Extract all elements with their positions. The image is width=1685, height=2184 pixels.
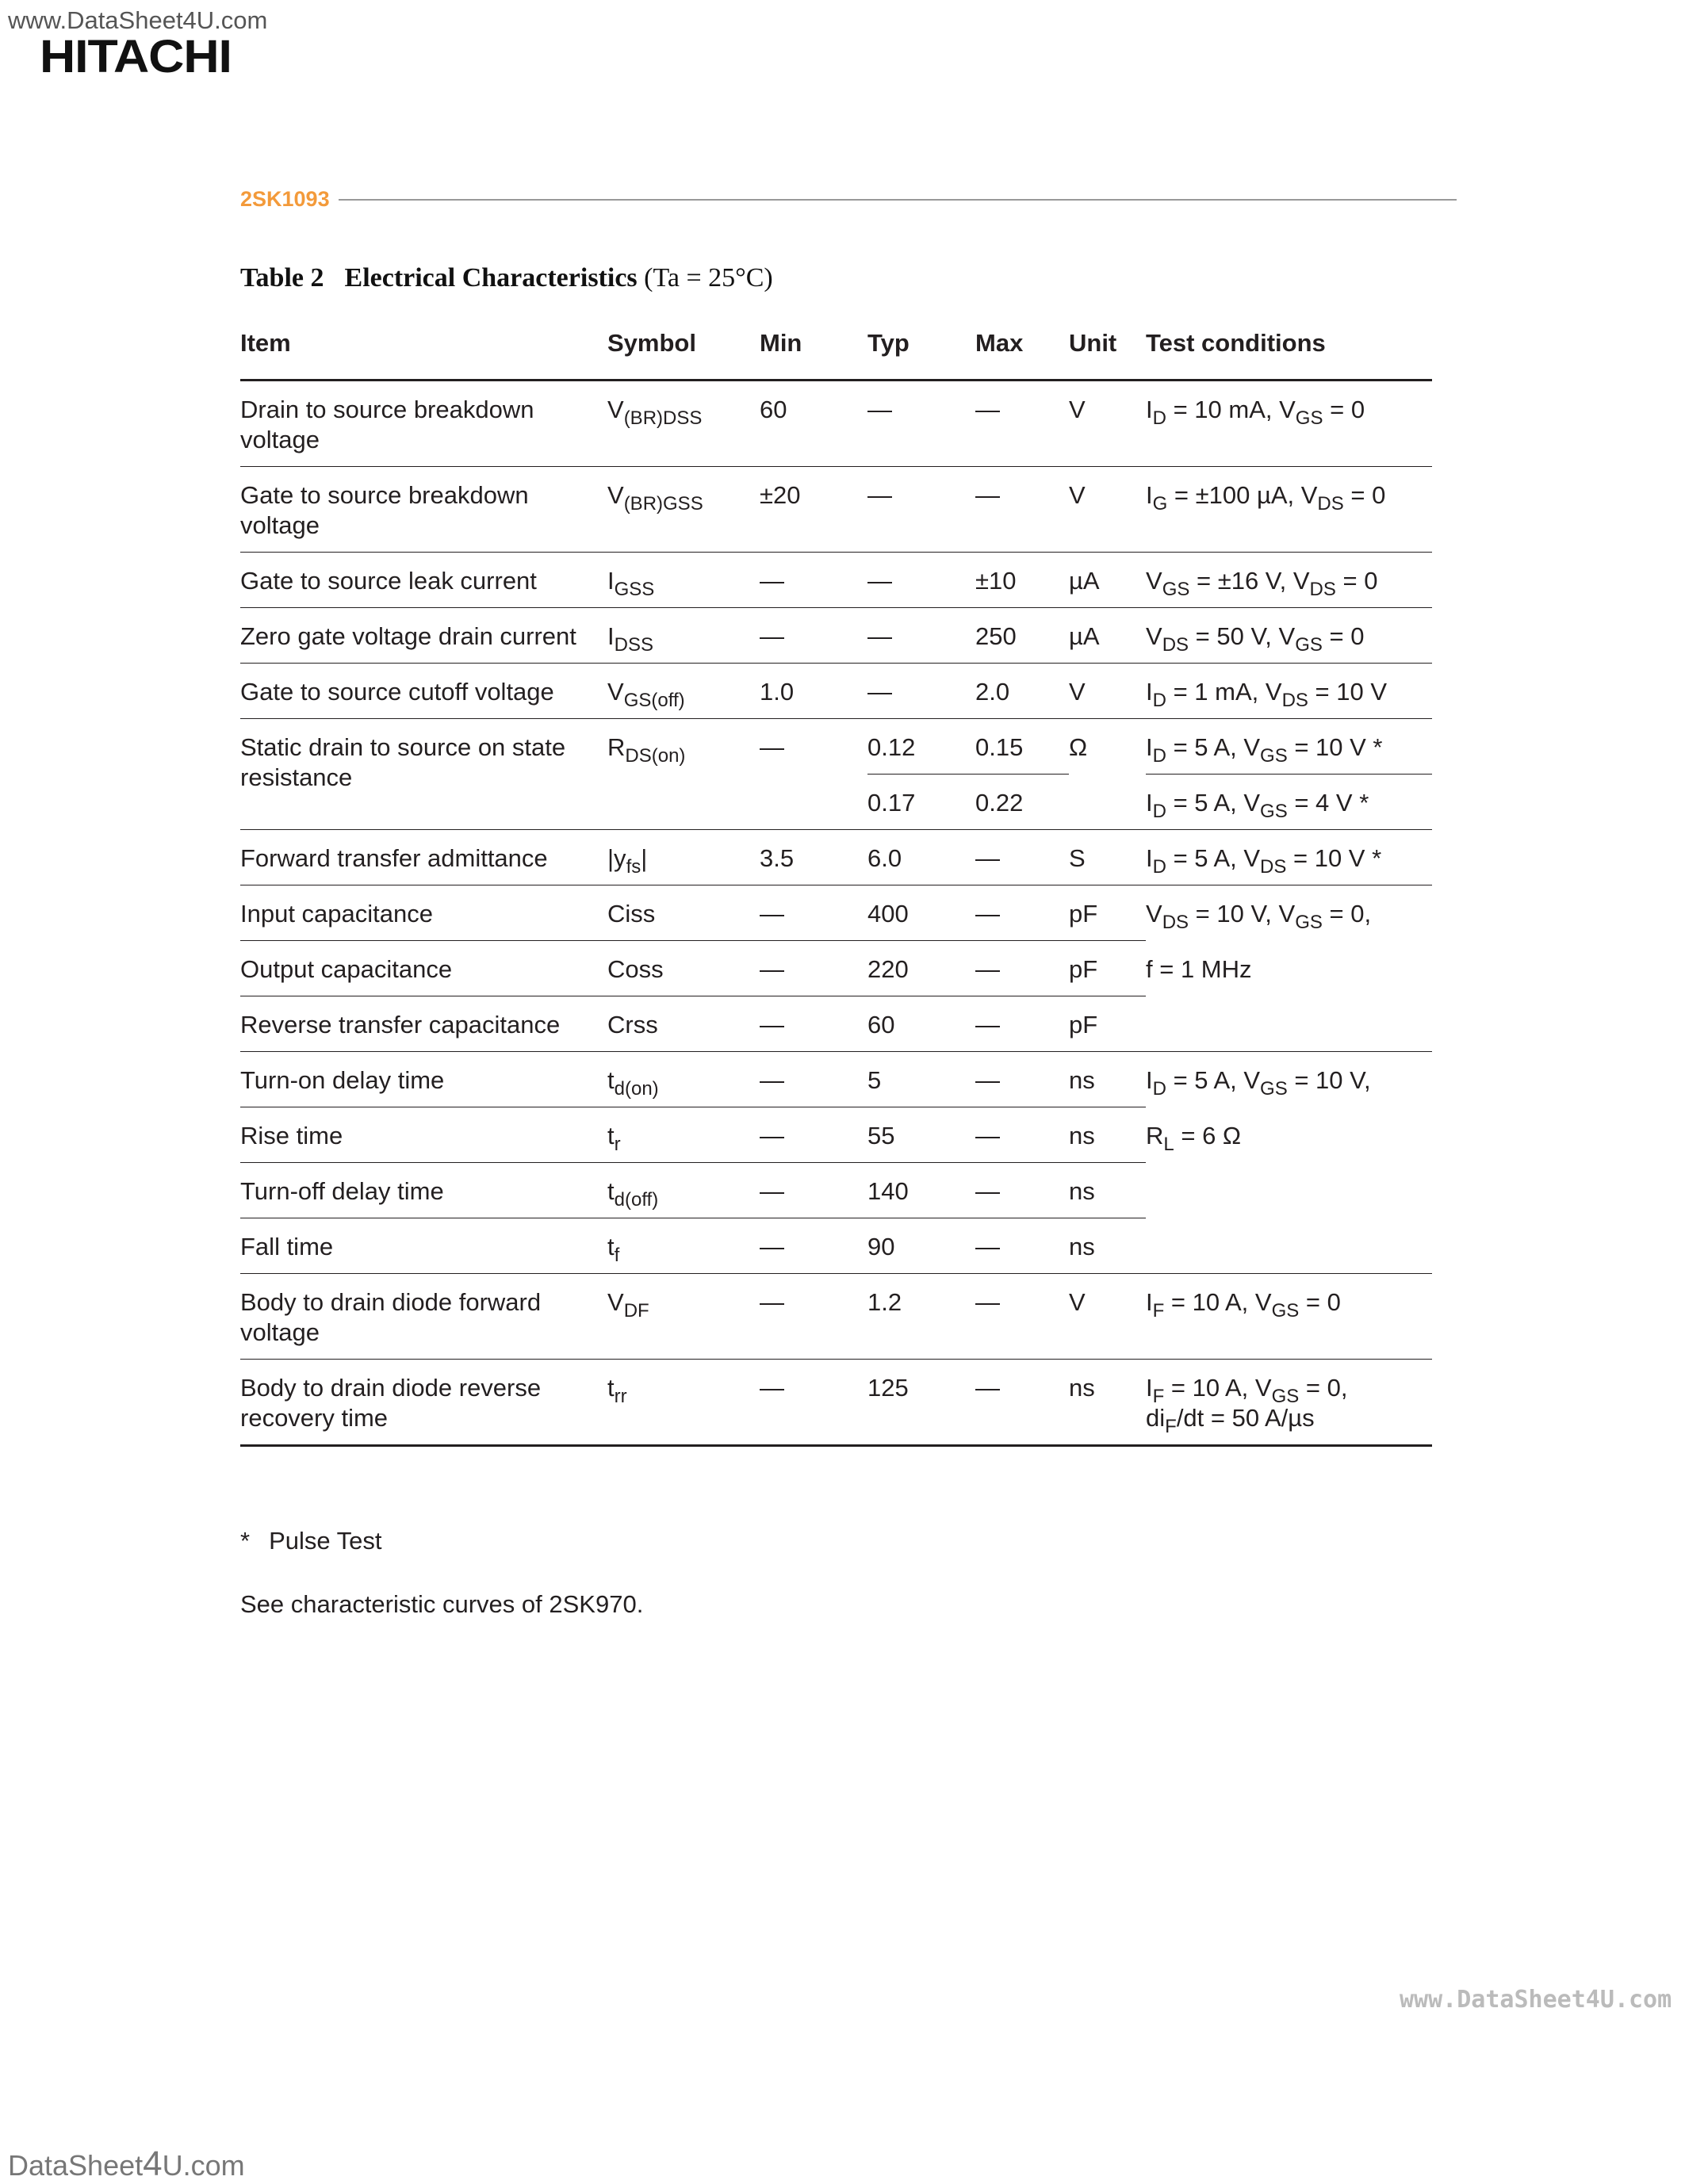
cell-conditions: $I_D = 5$ A, $V_{GS} = 10$ V, xyxy=(1146,1066,1371,1100)
cell-item: Fall time xyxy=(240,1218,607,1274)
cell-conditions xyxy=(1146,996,1432,1052)
table-row xyxy=(240,1107,1432,1163)
header-min: Min xyxy=(760,317,867,381)
cell-unit: V xyxy=(1069,664,1146,719)
cell-item: Input capacitance xyxy=(240,885,607,941)
cell-item: Output capacitance xyxy=(240,941,607,996)
cell-unit: V xyxy=(1069,381,1146,467)
table-row xyxy=(240,1274,1432,1360)
table-row xyxy=(240,885,1432,941)
table-row xyxy=(240,719,1432,775)
cell-typ: — xyxy=(867,381,975,467)
cell-max: — xyxy=(975,1163,1069,1218)
cell-symbol: $I_{DSS}$ xyxy=(607,608,760,664)
header-rule xyxy=(339,199,1457,201)
cell-unit: pF xyxy=(1069,941,1146,996)
cell-conditions: $I_D = 1$ mA, $V_{DS} = 10$ V xyxy=(1146,664,1432,719)
table-row xyxy=(240,381,1432,467)
cell-max: — xyxy=(975,1274,1069,1360)
cell-symbol: $I_{GSS}$ xyxy=(607,553,760,608)
table-row xyxy=(240,830,1432,885)
cell-unit: V xyxy=(1069,467,1146,553)
cell-unit: ns xyxy=(1069,1107,1146,1163)
cell-unit: pF xyxy=(1069,885,1146,941)
table-row xyxy=(240,467,1432,553)
table-row xyxy=(240,608,1432,664)
cell-typ: 220 xyxy=(867,941,975,996)
cell-min: — xyxy=(760,885,867,941)
cell-item: Turn-on delay time xyxy=(240,1052,607,1107)
cell-min: — xyxy=(760,941,867,996)
cell-min: — xyxy=(760,1274,867,1360)
cell-conditions: $V_{DS} = 10$ V, $V_{GS} = 0$, xyxy=(1146,900,1372,933)
table-row xyxy=(240,996,1432,1052)
cell-min: 1.0 xyxy=(760,664,867,719)
header-max: Max xyxy=(975,317,1069,381)
cell-max: ±10 xyxy=(975,553,1069,608)
cell-symbol: $t_{rr}$ xyxy=(607,1360,760,1446)
cell-min: — xyxy=(760,1163,867,1218)
cell-min: — xyxy=(760,719,867,830)
cell-item: Gate to source leak current xyxy=(240,553,607,608)
cell-item: Gate to source cutoff voltage xyxy=(240,664,607,719)
cell-typ: — xyxy=(867,608,975,664)
cell-unit: µA xyxy=(1069,608,1146,664)
table-row xyxy=(240,664,1432,719)
cell-symbol: $t_r$ xyxy=(607,1107,760,1163)
header-unit: Unit xyxy=(1069,317,1146,381)
part-number-header: 2SK1093 xyxy=(240,187,330,211)
cell-min: — xyxy=(760,1360,867,1446)
cell-max: — xyxy=(975,885,1069,941)
cell-min: 3.5 xyxy=(760,830,867,885)
cell-symbol: Ciss xyxy=(607,885,760,941)
cell-min: 60 xyxy=(760,381,867,467)
cell-conditions: $V_{DS} = 50$ V, $V_{GS} = 0$ xyxy=(1146,608,1432,664)
cell-typ: 0.12 xyxy=(867,719,975,775)
table-row xyxy=(240,941,1432,996)
footnote-text: Pulse Test xyxy=(269,1527,382,1555)
see-also-note: See characteristic curves of 2SK970. xyxy=(240,1590,644,1618)
cell-max: — xyxy=(975,381,1069,467)
cell-typ: 6.0 xyxy=(867,830,975,885)
cell-conditions: f = 1 MHz xyxy=(1146,954,1252,983)
cell-max: — xyxy=(975,996,1069,1052)
cell-min: — xyxy=(760,996,867,1052)
cell-unit: µA xyxy=(1069,553,1146,608)
cell-min: — xyxy=(760,1052,867,1107)
cell-typ: 125 xyxy=(867,1360,975,1446)
cell-symbol: $t_f$ xyxy=(607,1218,760,1274)
cell-symbol: Coss xyxy=(607,941,760,996)
cell-max: — xyxy=(975,467,1069,553)
cell-symbol: $t_{d(off)}$ xyxy=(607,1163,760,1218)
cell-max: — xyxy=(975,1360,1069,1446)
cell-conditions xyxy=(1146,1218,1432,1274)
cell-typ: 400 xyxy=(867,885,975,941)
table-row xyxy=(240,1163,1432,1218)
cell-typ: 140 xyxy=(867,1163,975,1218)
cell-unit: ns xyxy=(1069,1360,1146,1446)
cell-item: Turn-off delay time xyxy=(240,1163,607,1218)
cell-typ: — xyxy=(867,664,975,719)
cell-max: — xyxy=(975,830,1069,885)
table-header-row xyxy=(240,317,1432,381)
cell-unit: ns xyxy=(1069,1163,1146,1218)
footnote-mark: * xyxy=(240,1527,251,1555)
cell-max: — xyxy=(975,1052,1069,1107)
table-row xyxy=(240,1218,1432,1274)
cell-conditions: $I_G = \pm 100$ µA, $V_{DS} = 0$ xyxy=(1146,467,1432,553)
cell-symbol: Crss xyxy=(607,996,760,1052)
cell-min: — xyxy=(760,1107,867,1163)
cell-typ: 60 xyxy=(867,996,975,1052)
header-item: Item xyxy=(240,317,607,381)
cell-symbol: $|y_{fs}|$ xyxy=(607,830,760,885)
cell-item: Rise time xyxy=(240,1107,607,1163)
cell-conditions: $I_D = 5$ A, $V_{DS} = 10$ V * xyxy=(1146,830,1432,885)
table-condition: (Ta = 25°C) xyxy=(644,263,773,293)
cell-conditions: $I_D = 5$ A, $V_{GS} = 4$ V * xyxy=(1146,775,1432,830)
header-symbol: Symbol xyxy=(607,317,760,381)
cell-typ: 0.17 xyxy=(867,775,975,830)
cell-conditions: $I_D = 5$ A, $V_{GS} = 10$ V * xyxy=(1146,719,1432,775)
cell-min: — xyxy=(760,608,867,664)
cell-unit: S xyxy=(1069,830,1146,885)
electrical-characteristics-table xyxy=(240,317,1432,1447)
cell-item: Zero gate voltage drain current xyxy=(240,608,607,664)
cell-symbol: $t_{d(on)}$ xyxy=(607,1052,760,1107)
cell-conditions xyxy=(1146,1163,1432,1218)
cell-typ: 90 xyxy=(867,1218,975,1274)
footnote xyxy=(240,1527,382,1555)
cell-conditions: $I_F = 10$ A, $V_{GS} = 0$, $di_F/dt = 50$ A/µs xyxy=(1146,1360,1432,1446)
cell-typ: — xyxy=(867,553,975,608)
cell-conditions: $I_F = 10$ A, $V_{GS} = 0$ xyxy=(1146,1274,1432,1360)
header-conditions: Test conditions xyxy=(1146,317,1432,381)
cell-item: Body to drain diode reverse recovery time xyxy=(240,1360,607,1446)
cell-max: — xyxy=(975,1218,1069,1274)
cell-max: 2.0 xyxy=(975,664,1069,719)
cell-unit: ns xyxy=(1069,1052,1146,1107)
cell-conditions: $I_D = 10$ mA, $V_{GS} = 0$ xyxy=(1146,381,1432,467)
cell-min: — xyxy=(760,553,867,608)
cell-item: Gate to source breakdown voltage xyxy=(240,467,607,553)
table-row xyxy=(240,553,1432,608)
cell-max: 250 xyxy=(975,608,1069,664)
cell-symbol: $V_{GS(off)}$ xyxy=(607,664,760,719)
cell-max: — xyxy=(975,1107,1069,1163)
watermark-bottom-right: www.DataSheet4U.com xyxy=(1400,1986,1672,2014)
cell-unit: ns xyxy=(1069,1218,1146,1274)
table-number: Table 2 xyxy=(240,263,324,293)
cell-conditions: $V_{GS} = \pm 16$ V, $V_{DS} = 0$ xyxy=(1146,553,1432,608)
cell-typ: 55 xyxy=(867,1107,975,1163)
cell-conditions: $R_L = 6$ Ω xyxy=(1146,1121,1242,1155)
cell-unit: pF xyxy=(1069,996,1146,1052)
header-typ: Typ xyxy=(867,317,975,381)
cell-item: Forward transfer admittance xyxy=(240,830,607,885)
watermark-top: www.DataSheet4U.com xyxy=(8,6,268,34)
cell-symbol: $V_{(BR)GSS}$ xyxy=(607,467,760,553)
table-title: Electrical Characteristics xyxy=(344,263,638,293)
cell-symbol: $R_{DS(on)}$ xyxy=(607,719,760,830)
watermark-bottom-left: DataSheet4U.com xyxy=(8,2144,245,2183)
cell-max: 0.22 xyxy=(975,775,1069,830)
cell-symbol: $V_{DF}$ xyxy=(607,1274,760,1360)
cell-min: ±20 xyxy=(760,467,867,553)
cell-max: — xyxy=(975,941,1069,996)
table-row xyxy=(240,1360,1432,1446)
cell-item: Drain to source breakdown voltage xyxy=(240,381,607,467)
hitachi-logo: HITACHI xyxy=(40,31,232,82)
cell-unit: Ω xyxy=(1069,719,1146,830)
cell-symbol: $V_{(BR)DSS}$ xyxy=(607,381,760,467)
cell-item: Reverse transfer capacitance xyxy=(240,996,607,1052)
cell-typ: 5 xyxy=(867,1052,975,1107)
cell-unit: V xyxy=(1069,1274,1146,1360)
table-row xyxy=(240,1052,1432,1107)
cell-typ: — xyxy=(867,467,975,553)
cell-min: — xyxy=(760,1218,867,1274)
table-caption xyxy=(240,263,773,293)
cell-max: 0.15 xyxy=(975,719,1069,775)
cell-typ: 1.2 xyxy=(867,1274,975,1360)
cell-item: Body to drain diode forward voltage xyxy=(240,1274,607,1360)
cell-item: Static drain to source on state resistance xyxy=(240,719,607,830)
